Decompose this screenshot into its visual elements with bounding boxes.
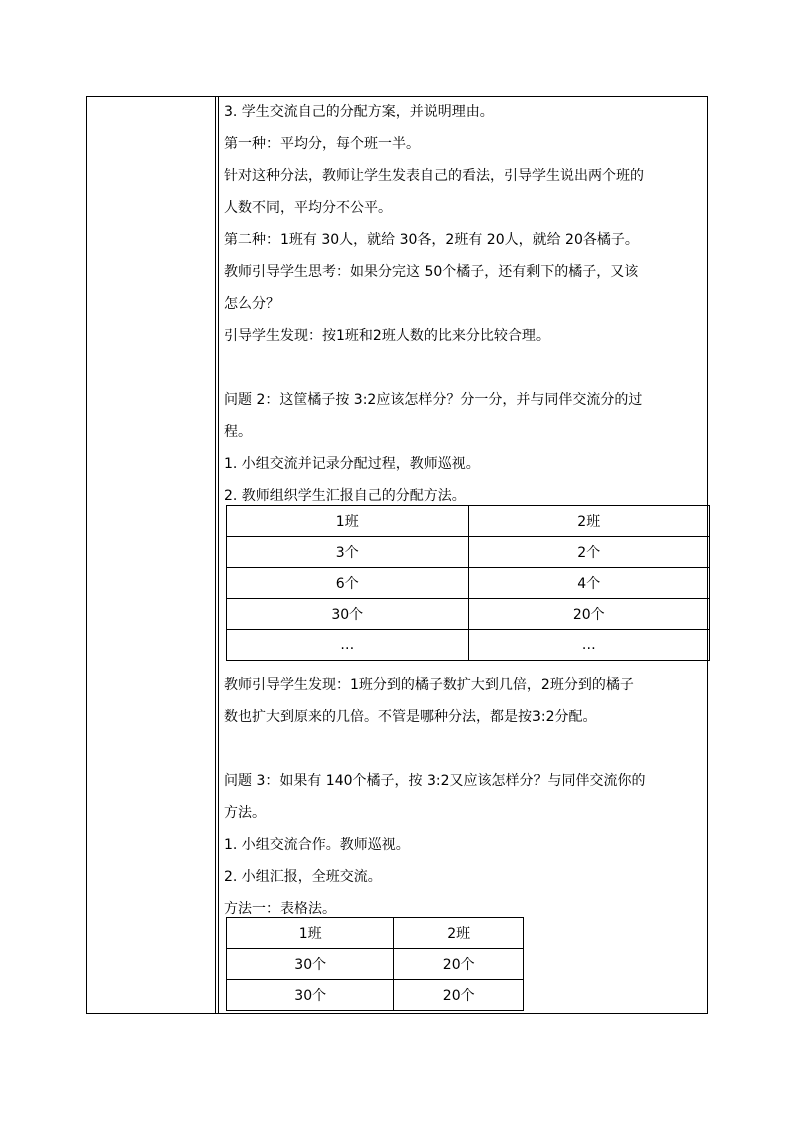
table-row (227, 630, 710, 661)
question-2: 问题 2：这筐橘子按 3:2应该怎样分？分一分，并与同伴交流分的过 (224, 392, 643, 408)
lesson-content-continued (224, 669, 702, 925)
distribution-table-2 (226, 917, 524, 1011)
table-cell: 30个 (227, 949, 394, 980)
table-cell: 20个 (394, 949, 524, 980)
table-row (227, 949, 524, 980)
text-line: 2. 小组汇报，全班交流。 (224, 869, 382, 885)
question-3: 问题 3：如果有 140个橘子，按 3:2又应该怎样分？与同伴交流你的 (224, 773, 646, 789)
table-row (227, 568, 710, 599)
table-cell: 20个 (394, 980, 524, 1011)
table-header-cell: 2班 (468, 506, 710, 537)
text-line: 程。 (224, 424, 252, 440)
table-cell: … (468, 630, 710, 661)
table-header-row (227, 506, 710, 537)
text-line: 第二种：1班有 30人，就给 30各，2班有 20人，就给 20各橘子。 (224, 232, 639, 248)
blank-line (224, 352, 702, 384)
text-line: 1. 小组交流合作。教师巡视。 (224, 837, 410, 853)
table-cell: 30个 (227, 599, 469, 630)
text-line: 教师引导学生思考：如果分完这 50个橘子，还有剩下的橘子，又该 (224, 264, 639, 280)
table-row (227, 537, 710, 568)
lesson-content (224, 96, 702, 512)
table-header-cell: 2班 (394, 918, 524, 949)
text-line: 第一种：平均分，每个班一半。 (224, 136, 420, 152)
table-cell: 20个 (468, 599, 710, 630)
distribution-table-1 (226, 505, 710, 661)
text-line: 2. 教师组织学生汇报自己的分配方法。 (224, 488, 466, 504)
table-row (227, 980, 524, 1011)
table-header-row (227, 918, 524, 949)
blank-line (224, 733, 702, 765)
text-line: 引导学生发现：按1班和2班人数的比来分比较合理。 (224, 328, 550, 344)
text-line: 方法一：表格法。 (224, 901, 336, 917)
text-line: 教师引导学生发现：1班分到的橘子数扩大到几倍，2班分到的橘子 (224, 677, 634, 693)
table-cell: 6个 (227, 568, 469, 599)
text-line: 方法。 (224, 805, 266, 821)
table-header-cell: 1班 (227, 506, 469, 537)
table-cell: 3个 (227, 537, 469, 568)
text-line: 针对这种分法，教师让学生发表自己的看法，引导学生说出两个班的 (224, 168, 644, 184)
table-header-cell: 1班 (227, 918, 394, 949)
text-line: 1. 小组交流并记录分配过程，教师巡视。 (224, 456, 480, 472)
table-row (227, 599, 710, 630)
table-cell: 2个 (468, 537, 710, 568)
text-line: 3. 学生交流自己的分配方案，并说明理由。 (224, 104, 494, 120)
table-cell: … (227, 630, 469, 661)
table-cell: 4个 (468, 568, 710, 599)
text-line: 怎么分？ (224, 296, 280, 312)
column-divider (215, 96, 219, 1014)
table-cell: 30个 (227, 980, 394, 1011)
text-line: 人数不同，平均分不公平。 (224, 200, 392, 216)
text-line: 数也扩大到原来的几倍。不管是哪种分法，都是按3:2分配。 (224, 709, 597, 725)
